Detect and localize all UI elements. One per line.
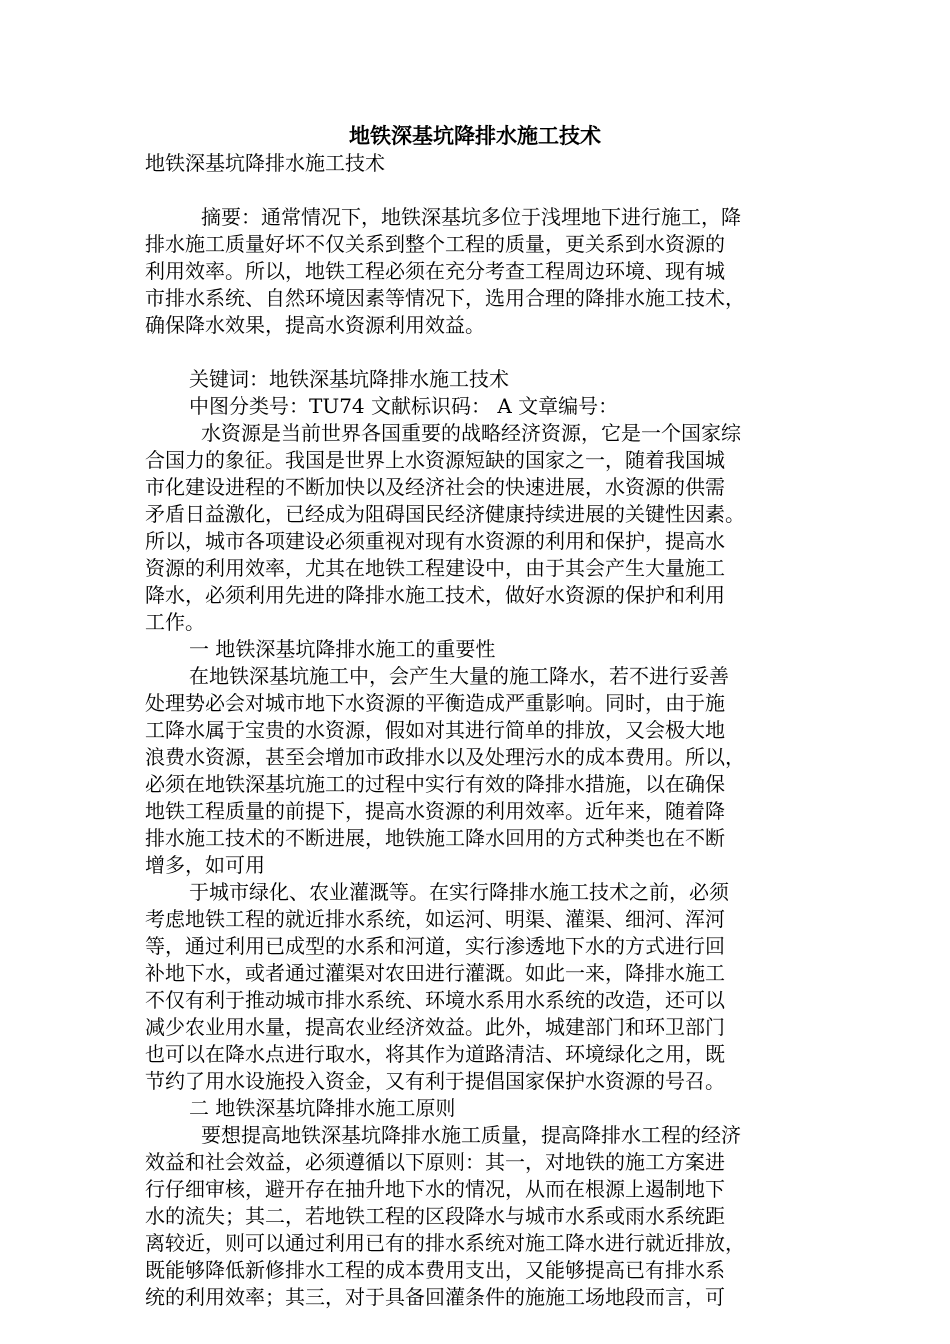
abstract-paragraph (145, 204, 803, 339)
section-2-heading: 二 地铁深基坑降排水施工原则 (189, 1096, 456, 1120)
section-1-line: 必须在地铁深基坑施工的过程中实行有效的降排水措施，以在确保 (145, 772, 725, 796)
section-1-heading: 一 地铁深基坑降排水施工的重要性 (189, 637, 496, 661)
section-1-paragraph-2 (145, 879, 803, 1095)
section-2-line: 离较近，则可以通过利用已有的排水系统对施工降水进行就近排放， (145, 1231, 745, 1255)
section-1-line: 减少农业用水量，提高农业经济效益。此外，城建部门和环卫部门 (145, 1015, 725, 1039)
intro-line: 所以，城市各项建设必须重视对现有水资源的利用和保护，提高水 (145, 529, 725, 553)
section-1-line: 等，通过利用已成型的水系和河道，实行渗透地下水的方式进行回 (145, 934, 725, 958)
section-1-line: 也可以在降水点进行取水，将其作为道路清洁、环境绿化之用，既 (145, 1042, 725, 1066)
section-1-line: 处理势必会对城市地下水资源的平衡造成严重影响。同时，由于施 (145, 691, 725, 715)
intro-line: 资源的利用效率，尤其在地铁工程建设中，由于其会产生大量施工 (145, 556, 725, 580)
section-1-line: 考虑地铁工程的就近排水系统，如运河、明渠、灌渠、细河、浑河 (145, 907, 725, 931)
intro-line: 市化建设进程的不断加快以及经济社会的快速进展，水资源的供需 (145, 475, 725, 499)
section-1-line: 增多，如可用 (145, 853, 265, 877)
section-1-line: 地铁工程质量的前提下，提高水资源的利用效率。近年来，随着降 (145, 799, 725, 823)
abstract-line: 利用效率。所以，地铁工程必须在充分考查工程周边环境、现有城 (145, 259, 725, 283)
blank-line (145, 177, 803, 204)
section-1-line: 不仅有利于推动城市排水系统、环境水系用水系统的改造，还可以 (145, 988, 725, 1012)
abstract-line: 确保降水效果，提高水资源利用效益。 (145, 313, 485, 337)
abstract-line: 摘要：通常情况下，地铁深基坑多位于浅埋地下进行施工，降 (201, 205, 741, 229)
section-2-line: 水的流失；其二，若地铁工程的区段降水与城市水系或雨水系统距 (145, 1204, 725, 1228)
section-1-line: 节约了用水设施投入资金，又有利于提倡国家保护水资源的号召。 (145, 1069, 725, 1093)
section-1-line: 工降水属于宝贵的水资源，假如对其进行简单的排放，又会极大地 (145, 718, 725, 742)
intro-line: 合国力的象征。我国是世界上水资源短缺的国家之一，随着我国城 (145, 448, 725, 472)
section-1-line: 于城市绿化、农业灌溉等。在实行降排水施工技术之前，必须 (189, 880, 729, 904)
section-1-paragraph-1 (145, 663, 803, 879)
keywords-line: 关键词：地铁深基坑降排水施工技术 (189, 367, 509, 391)
abstract-line: 市排水系统、自然环境因素等情况下，选用合理的降排水施工技术， (145, 286, 745, 310)
section-2-line: 统的利用效率；其三，对于具备回灌条件的施施工场地段而言，可 (145, 1285, 725, 1309)
section-1-line: 在地铁深基坑施工中，会产生大量的施工降水，若不进行妥善 (189, 664, 729, 688)
section-1-line: 排水施工技术的不断进展，地铁施工降水回用的方式种类也在不断 (145, 826, 725, 850)
intro-line: 水资源是当前世界各国重要的战略经济资源，它是一个国家综 (201, 421, 741, 445)
section-2-line: 行仔细审核，避开存在抽升地下水的情况，从而在根源上遏制地下 (145, 1177, 725, 1201)
section-1-line: 补地下水，或者通过灌渠对农田进行灌溉。如此一来，降排水施工 (145, 961, 725, 985)
intro-line: 工作。 (145, 610, 205, 634)
document-title: 地铁深基坑降排水施工技术 (349, 123, 601, 148)
document-subtitle: 地铁深基坑降排水施工技术 (145, 151, 385, 175)
section-2-line: 既能够降低新修排水工程的成本费用支出，又能够提高已有排水系 (145, 1258, 725, 1282)
document-body (145, 150, 803, 1311)
abstract-line: 排水施工质量好坏不仅关系到整个工程的质量，更关系到水资源的 (145, 232, 725, 256)
section-2-line: 要想提高地铁深基坑降排水施工质量，提高降排水工程的经济 (201, 1123, 741, 1147)
blank-line (145, 339, 803, 366)
classification-line: 中图分类号：TU74 文献标识码： A 文章编号： (189, 394, 619, 418)
intro-paragraph (145, 420, 803, 636)
intro-line: 矛盾日益激化，已经成为阻碍国民经济健康持续进展的关键性因素。 (145, 502, 745, 526)
intro-line: 降水，必须利用先进的降排水施工技术，做好水资源的保护和利用 (145, 583, 725, 607)
section-1-line: 浪费水资源，甚至会增加市政排水以及处理污水的成本费用。所以， (145, 745, 745, 769)
section-2-line: 效益和社会效益，必须遵循以下原则：其一，对地铁的施工方案进 (145, 1150, 725, 1174)
section-2-paragraph-1 (145, 1122, 803, 1311)
